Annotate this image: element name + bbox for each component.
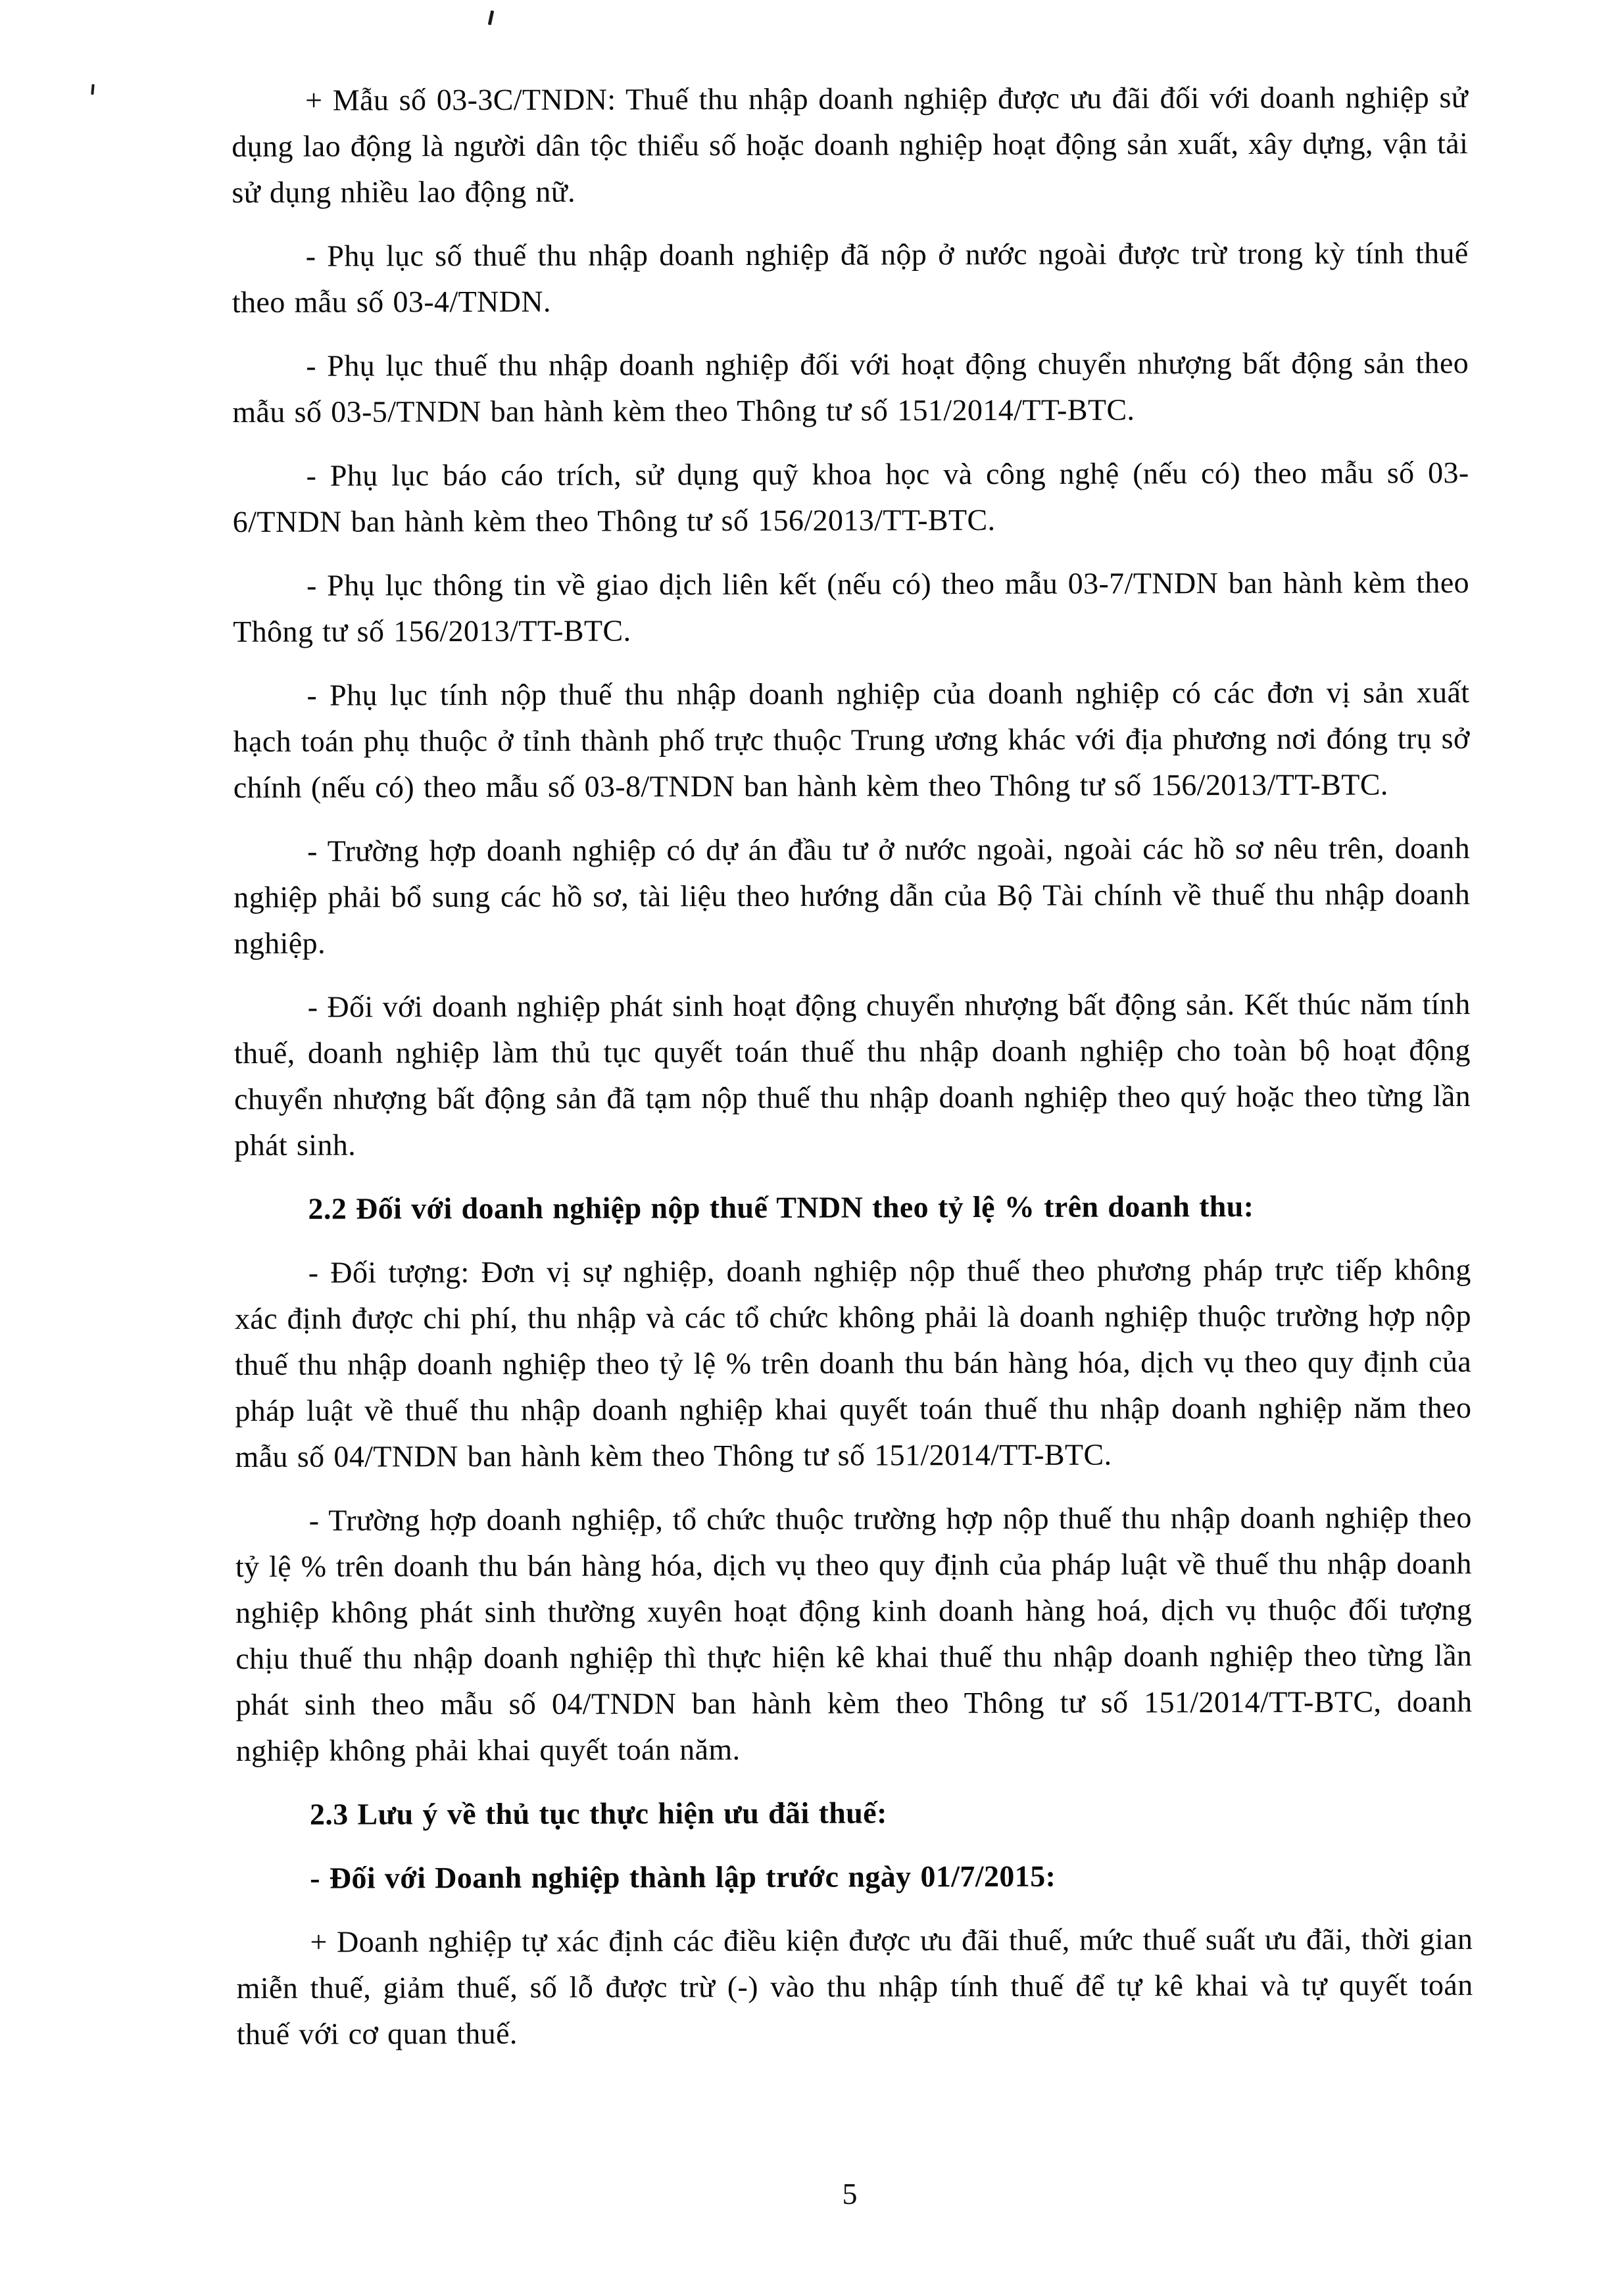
paragraph-subject-definition: - Đối tượng: Đơn vị sự nghiệp, doanh nghiệp nộp thuế theo phương pháp trực tiếp không xác định được chi phí, thu nhập và các tổ chức không phải là doanh nghiệp thuộc trường hợp nộp thuế thu nhập doanh nghiệp theo tỷ lệ % trên doanh thu bán hàng hóa, dịch vụ theo quy định của pháp luật về thuế thu nhập doanh nghiệp khai quyết toán thuế thu nhập doanh nghiệp năm theo mẫu số 04/TNDN ban hành kèm theo Thông tư số 151/2014/TT-BTC. (234, 1253, 1472, 1473)
document-body (232, 74, 1473, 2075)
scan-speck (91, 84, 94, 95)
paragraph-appendix-03-7: - Phụ lục thông tin về giao dịch liên kết (nếu có) theo mẫu 03-7/TNDN ban hành kèm theo Thông tư số 156/2013/TT-BTC. (233, 565, 1470, 648)
paragraph-real-estate-transfer: - Đối với doanh nghiệp phát sinh hoạt động chuyển nhượng bất động sản. Kết thúc năm tính thuế, doanh nghiệp làm thủ tục quyết toán thuế thu nhập doanh nghiệp cho toàn bộ hoạt động chuyển nhượng bất động sản đã tạm nộp thuế thu nhập doanh nghiệp theo quý hoặc theo từng lần phát sinh. (233, 987, 1471, 1162)
page-number: 5 (842, 2177, 858, 2211)
paragraph-appendix-03-5: - Phụ lục thuế thu nhập doanh nghiệp đối với hoạt động chuyển nhượng bất động sản theo mẫu số 03-5/TNDN ban hành kèm theo Thông tư số 151/2014/TT-BTC. (232, 346, 1469, 429)
paragraph-percent-revenue-case: - Trường hợp doanh nghiệp, tổ chức thuộc trường hợp nộp thuế thu nhập doanh nghiệp theo tỷ lệ % trên doanh thu bán hàng hóa, dịch vụ theo quy định của pháp luật về thuế thu nhập doanh nghiệp không phát sinh thường xuyên hoạt động kinh doanh hàng hoá, dịch vụ thuộc đối tượng chịu thuế thu nhập doanh nghiệp thì thực hiện kê khai thuế thu nhập doanh nghiệp theo từng lần phát sinh theo mẫu số 04/TNDN ban hành kèm theo Thông tư số 151/2014/TT-BTC, doanh nghiệp không phải khai quyết toán năm. (235, 1500, 1473, 1767)
section-heading-2-2: 2.2 Đối với doanh nghiệp nộp thuế TNDN theo tỷ lệ % trên doanh thu: (308, 1189, 1254, 1226)
paragraph-appendix-03-8: - Phụ lục tính nộp thuế thu nhập doanh nghiệp của doanh nghiệp có các đơn vị sản xuất hạch toán phụ thuộc ở tỉnh thành phố trực thuộc Trung ương khác với địa phương nơi đóng trụ sở chính (nếu có) theo mẫu số 03-8/TNDN ban hành kèm theo Thông tư số 156/2013/TT-BTC. (233, 675, 1470, 804)
paragraph-form-03-3c: + Mẫu số 03-3C/TNDN: Thuế thu nhập doanh nghiệp được ưu đãi đối với doanh nghiệp sử dụng lao động là người dân tộc thiểu số hoặc doanh nghiệp hoạt động sản xuất, xây dựng, vận tải sử dụng nhiều lao động nữ. (232, 80, 1469, 209)
scan-speck (488, 11, 494, 26)
subheading-enterprise-before-2015: - Đối với Doanh nghiệp thành lập trước ngày 01/7/2015: (310, 1859, 1056, 1895)
paragraph-self-determination: + Doanh nghiệp tự xác định các điều kiện được ưu đãi thuế, mức thuế suất ưu đãi, thời gian miễn thuế, giảm thuế, số lỗ được trừ (-) vào thu nhập tính thuế để tự kê khai và tự quyết toán thuế với cơ quan thuế. (236, 1922, 1473, 2051)
paragraph-overseas-investment: - Trường hợp doanh nghiệp có dự án đầu tư ở nước ngoài, ngoài các hồ sơ nêu trên, doanh nghiệp phải bổ sung các hồ sơ, tài liệu theo hướng dẫn của Bộ Tài chính về thuế thu nhập doanh nghiệp. (233, 831, 1471, 960)
paragraph-appendix-03-6: - Phụ lục báo cáo trích, sử dụng quỹ khoa học và công nghệ (nếu có) theo mẫu số 03-6/TNDN ban hành kèm theo Thông tư số 156/2013/TT-BTC. (232, 456, 1469, 538)
section-heading-2-3: 2.3 Lưu ý về thủ tục thực hiện ưu đãi thuế: (309, 1796, 887, 1831)
paragraph-appendix-03-4: - Phụ lục số thuế thu nhập doanh nghiệp đã nộp ở nước ngoài được trừ trong kỳ tính thuế theo mẫu số 03-4/TNDN. (232, 236, 1469, 319)
